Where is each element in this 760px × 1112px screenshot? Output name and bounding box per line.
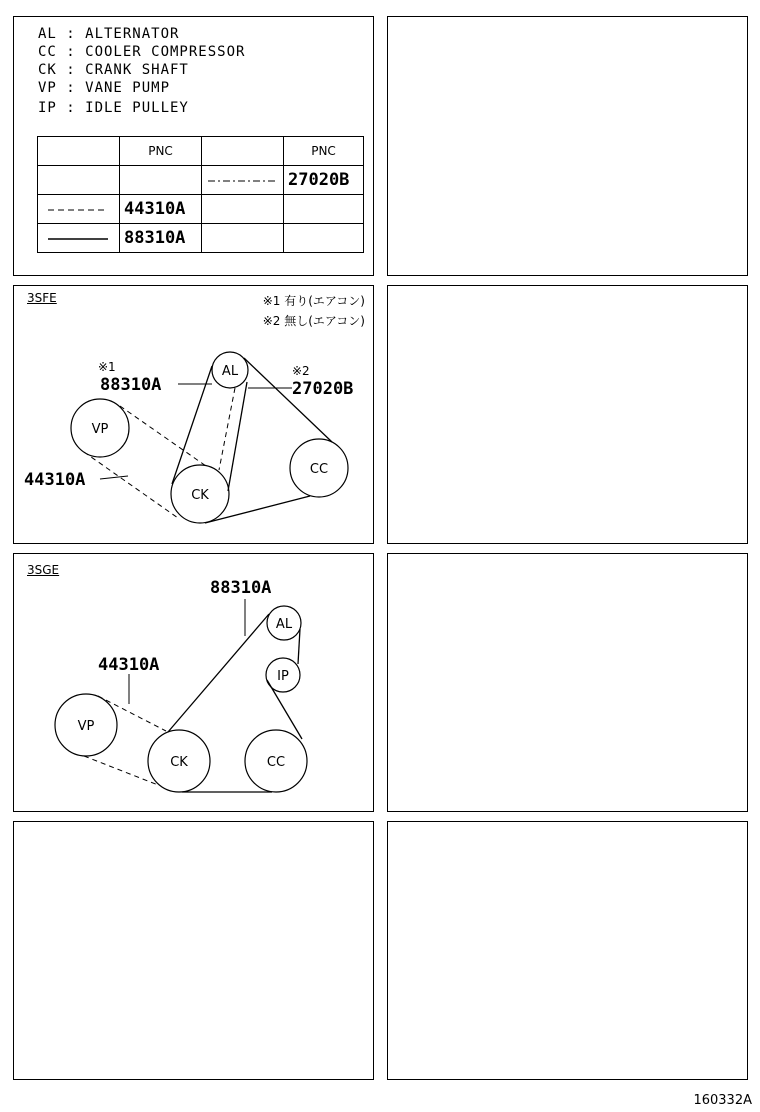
dashed-line-sample bbox=[42, 205, 114, 215]
diagram-3sge-panel bbox=[13, 553, 374, 812]
pnc-cell: 27020B bbox=[284, 166, 364, 195]
empty-panel bbox=[387, 285, 748, 544]
pulley-label-vp: VP bbox=[77, 719, 95, 734]
pnc-cell: 88310A bbox=[120, 224, 202, 253]
line-style-cell bbox=[202, 224, 284, 253]
pulley-label-cc: CC bbox=[266, 755, 286, 770]
belt-solid-ck-al bbox=[168, 614, 269, 732]
empty-panel bbox=[387, 16, 748, 276]
belt-solid-al-ip bbox=[298, 629, 300, 664]
pnc-label-88310a: 88310A bbox=[100, 375, 162, 395]
table-row bbox=[38, 224, 364, 253]
legend-line-ck: CK : CRANK SHAFT bbox=[38, 62, 189, 78]
table-header-cell bbox=[38, 137, 120, 166]
pnc-table bbox=[37, 136, 364, 253]
diagram-3sfe-panel bbox=[13, 285, 374, 544]
table-header-cell bbox=[202, 137, 284, 166]
solid-line-sample bbox=[42, 234, 114, 244]
pnc-cell bbox=[284, 224, 364, 253]
figure-number: 160332A bbox=[693, 1093, 752, 1108]
belt-dashed-upper bbox=[120, 406, 206, 466]
legend-line-vp: VP : VANE PUMP bbox=[38, 80, 171, 96]
belt-diagram-3sge bbox=[14, 554, 372, 810]
table-row bbox=[38, 195, 364, 224]
belt-dashed-upper bbox=[98, 696, 166, 731]
belt-dashed-lower bbox=[84, 452, 178, 518]
pulley-label-al: AL bbox=[275, 617, 293, 632]
pulley-label-al: AL bbox=[221, 364, 239, 379]
belt-dashdot-upper bbox=[244, 358, 332, 442]
pnc-label-27020b: 27020B bbox=[292, 379, 354, 399]
belt-dashed-lower bbox=[84, 756, 158, 785]
pulley-label-vp: VP bbox=[91, 422, 109, 437]
pnc-cell bbox=[120, 166, 202, 195]
pulley-label-cc: CC bbox=[309, 462, 329, 477]
table-header-row bbox=[38, 137, 364, 166]
belt-solid-right bbox=[228, 382, 247, 491]
table-header-cell: PNC bbox=[284, 137, 364, 166]
table-row bbox=[38, 166, 364, 195]
mark-1: ※1 bbox=[98, 360, 116, 374]
pnc-label-44310a: 44310A bbox=[24, 470, 86, 490]
dash-dot-line-sample bbox=[206, 176, 278, 186]
pnc-label-44310a: 44310A bbox=[98, 655, 160, 675]
legend-panel bbox=[13, 16, 374, 276]
belt-dashdot-lower bbox=[205, 496, 310, 523]
legend-line-ip: IP : IDLE PULLEY bbox=[38, 100, 189, 116]
empty-panel bbox=[387, 821, 748, 1080]
mark-2: ※2 bbox=[292, 364, 310, 378]
pnc-cell: 44310A bbox=[120, 195, 202, 224]
pnc-label-88310a: 88310A bbox=[210, 578, 272, 598]
pnc-cell bbox=[284, 195, 364, 224]
line-style-cell bbox=[202, 166, 284, 195]
legend-line-al: AL : ALTERNATOR bbox=[38, 26, 180, 42]
empty-panel bbox=[387, 553, 748, 812]
ac-note-1: ※1 有り(エアコン) bbox=[262, 294, 365, 308]
line-style-cell bbox=[38, 166, 120, 195]
pulley-label-ip: IP bbox=[277, 669, 289, 684]
line-style-cell bbox=[38, 195, 120, 224]
engine-tag-3sge: 3SGE bbox=[27, 563, 60, 577]
belt-dashdot-inner bbox=[219, 388, 235, 470]
pulley-label-ck: CK bbox=[191, 488, 209, 503]
engine-tag-3sfe: 3SFE bbox=[27, 291, 57, 305]
belt-diagram-3sfe bbox=[14, 286, 372, 542]
line-style-cell bbox=[202, 195, 284, 224]
line-style-cell bbox=[38, 224, 120, 253]
pulley-label-ck: CK bbox=[170, 755, 188, 770]
legend-line-cc: CC : COOLER COMPRESSOR bbox=[38, 44, 246, 60]
ac-note-2: ※2 無し(エアコン) bbox=[262, 314, 365, 328]
table-header-cell: PNC bbox=[120, 137, 202, 166]
empty-panel bbox=[13, 821, 374, 1080]
leader-44310a bbox=[100, 476, 128, 479]
